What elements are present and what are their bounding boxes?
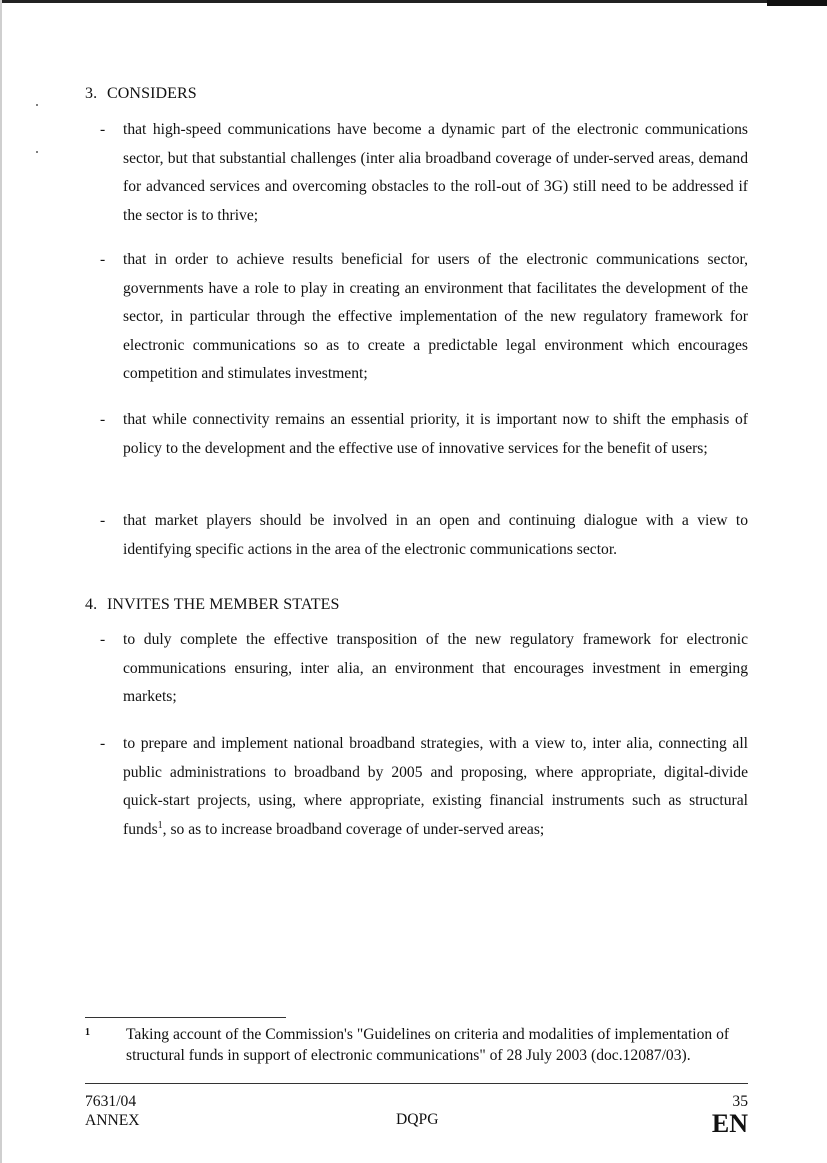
footnote-text: Taking account of the Commission's "Guidelines on criteria and modalities of implementation of structural funds in support of electronic communications" of 28 July 2003 (doc.12087/03). bbox=[126, 1026, 730, 1064]
section-3-item-4-text: that market players should be involved in an open and continuing dialogue with a view to identifying specific actions in the area of the electronic communications sector. bbox=[123, 512, 748, 558]
scan-speck bbox=[36, 151, 38, 153]
bullet-dash: - bbox=[100, 631, 106, 648]
section-4-item-2-text bbox=[123, 730, 748, 844]
section-4-title: INVITES THE MEMBER STATES bbox=[107, 596, 340, 613]
footer-language-code: EN bbox=[711, 1109, 748, 1138]
bullet-dash: - bbox=[100, 735, 106, 752]
section-3-item-3 bbox=[100, 406, 748, 463]
footer-right bbox=[712, 1092, 748, 1137]
section-3-item-1-text: that high-speed communications have become a dynamic part of the electronic communications sector, but that substantial challenges (inter alia broadband coverage of under-served areas, demand for advanced services and overcoming obstacles to the roll-out of 3G) still need to be addressed if the sector is to thrive; bbox=[123, 121, 748, 224]
section-4-number: 4. bbox=[85, 596, 98, 613]
bullet-dash: - bbox=[100, 251, 106, 268]
footer-doc-number: 7631/04 bbox=[85, 1093, 137, 1110]
section-3-item-1 bbox=[100, 116, 748, 230]
section-4-heading bbox=[85, 596, 339, 614]
section-3-item-3-text: that while connectivity remains an essential priority, it is important now to shift the emphasis of policy to the development and the effective use of innovative services for the benefit of users; bbox=[123, 411, 748, 457]
section-4-item-1-text: to duly complete the effective transposition of the new regulatory framework for electronic communications ensuring, inter alia, an environment that encourages investment in emerging markets; bbox=[123, 631, 748, 705]
left-scan-edge bbox=[0, 0, 2, 1163]
top-border-rule bbox=[0, 0, 827, 3]
bullet-dash: - bbox=[100, 411, 106, 428]
footnote-mark: 1 bbox=[85, 1027, 90, 1038]
top-border-rule-thick bbox=[767, 0, 827, 6]
section-3-heading bbox=[85, 85, 197, 103]
scan-speck bbox=[36, 104, 38, 106]
footnote-reference[interactable]: 1 bbox=[157, 819, 163, 831]
footer-left bbox=[85, 1092, 140, 1130]
section-4-item-1 bbox=[100, 626, 748, 712]
footnote bbox=[85, 1024, 748, 1066]
section-4-item-2 bbox=[100, 730, 748, 844]
section-3-number: 3. bbox=[85, 85, 98, 102]
footer-separator bbox=[85, 1083, 748, 1084]
section-4-item-2-text-tail: , so as to increase broadband coverage of under-served areas; bbox=[162, 820, 545, 838]
section-3-item-4 bbox=[100, 507, 748, 564]
footer-annex: ANNEX bbox=[85, 1112, 140, 1129]
footer-page-number: 35 bbox=[732, 1093, 748, 1110]
bullet-dash: - bbox=[100, 512, 106, 529]
footnote-separator bbox=[85, 1017, 286, 1018]
section-3-title: CONSIDERS bbox=[107, 85, 197, 102]
section-3-item-2 bbox=[100, 246, 748, 389]
footer-dept: DQPG bbox=[396, 1111, 439, 1128]
section-3-item-2-text: that in order to achieve results beneficial for users of the electronic communications sector, governments have a role to play in creating an environment that facilitates the development of the sector, in particular through the effective implementation of the new regulatory framework for electronic communications so as to create a predictable legal environment which encourages competition and stimulates investment; bbox=[123, 251, 748, 382]
bullet-dash: - bbox=[100, 121, 106, 138]
section-4-item-2-text-main: to prepare and implement national broadband strategies, with a view to, inter alia, connecting all public administrations to broadband by 2005 and proposing, where appropriate, digital-divide quick-start projects, using, where appropriate, existing financial instruments such as structural funds bbox=[123, 735, 748, 838]
